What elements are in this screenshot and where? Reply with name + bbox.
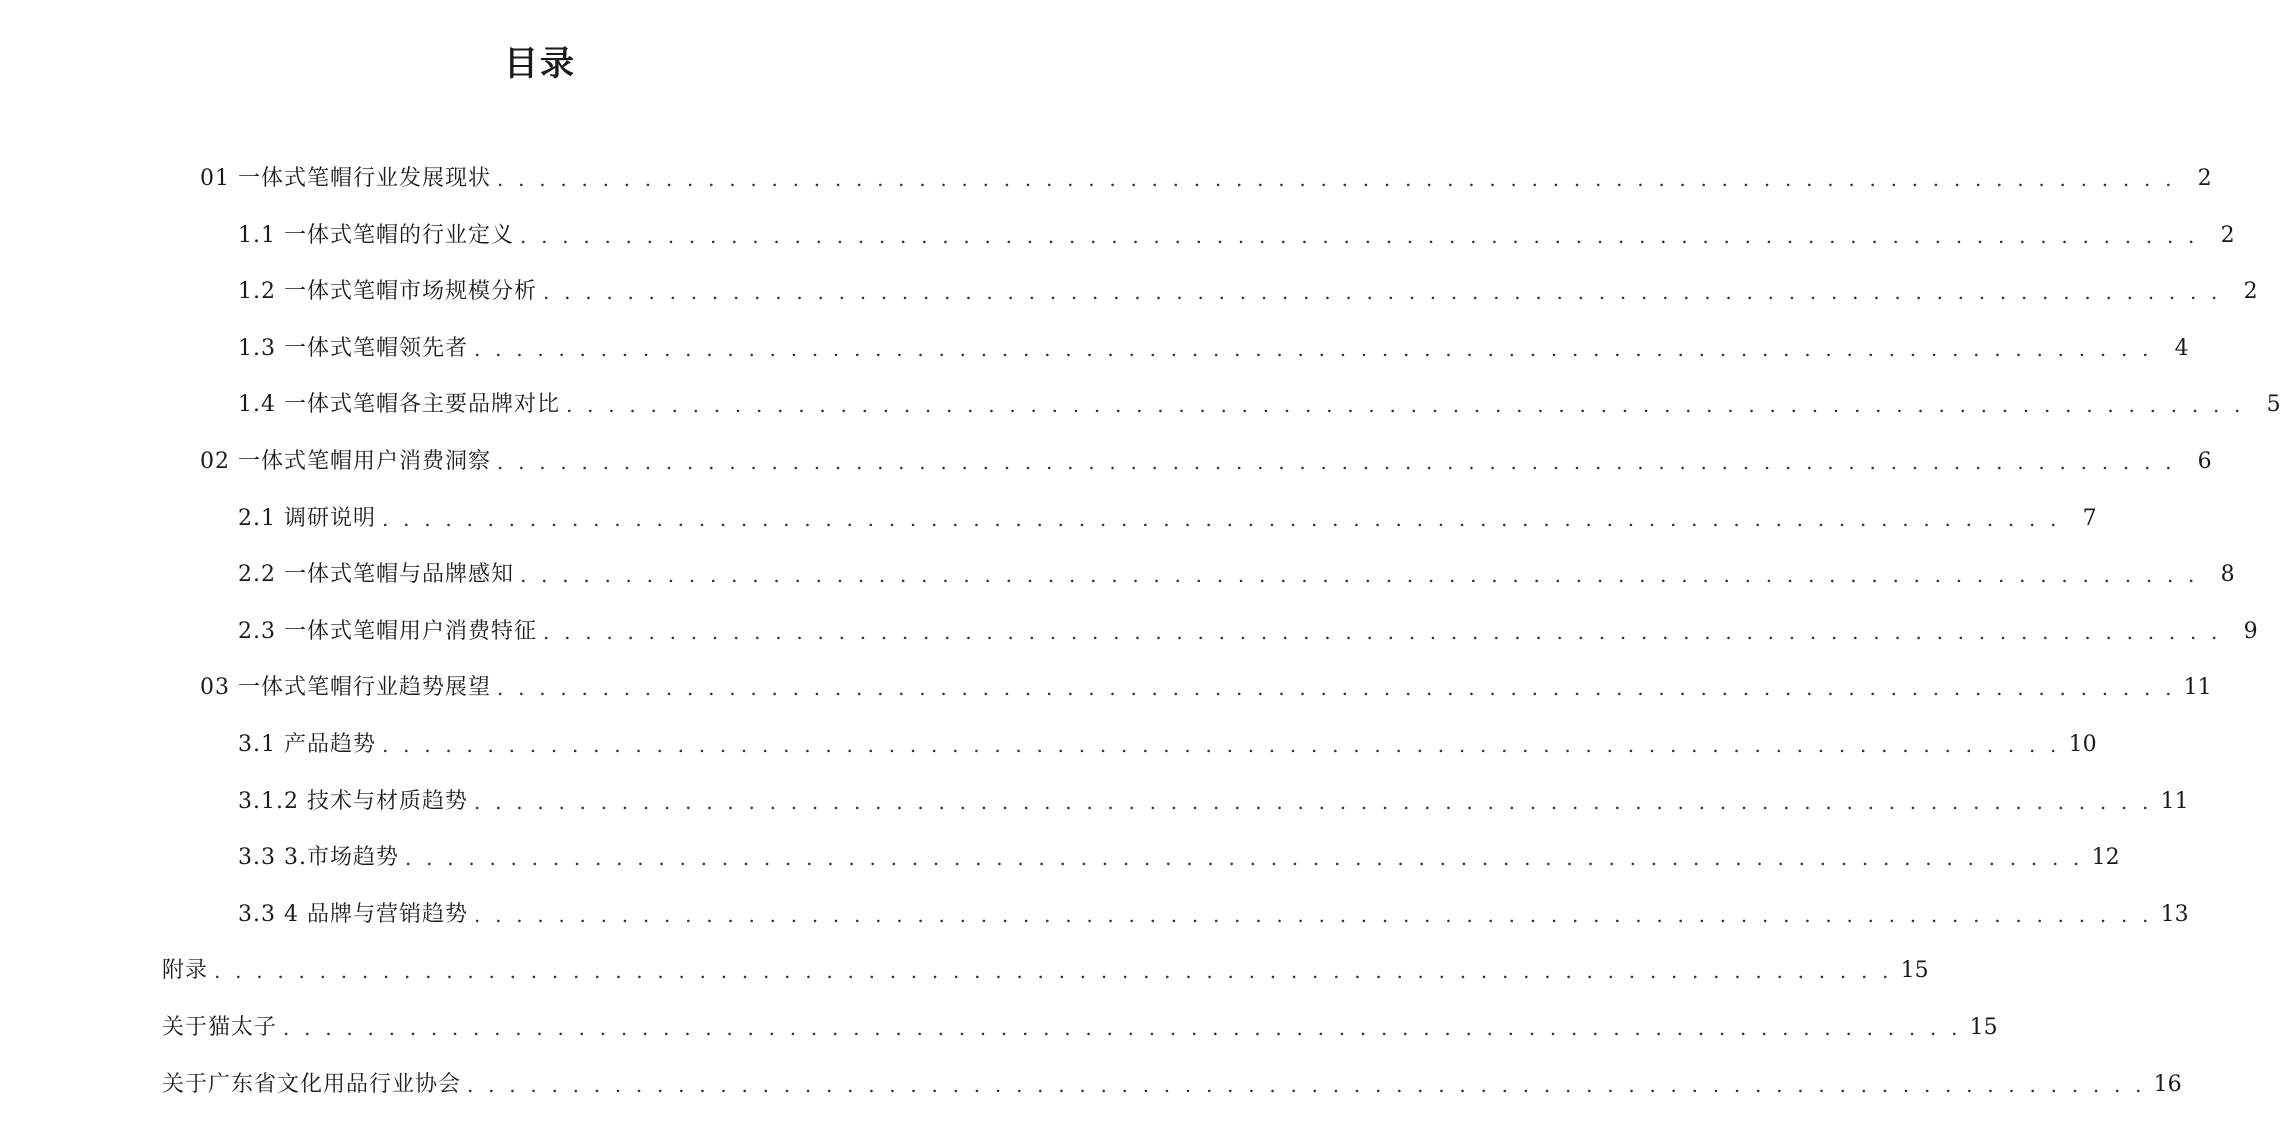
toc-entry-title: 1.1 一体式笔帽的行业定义 <box>238 223 514 248</box>
toc-dot-leader: . . . . . . . . . . . . . . . . . . . . . . . . . . . . . . . . . . . . . . . . . . . . . . . . . . . . . . . . . . . . . . . . . . . . . . . . . . . . . . . . <box>497 450 2176 474</box>
toc-dot-leader: . . . . . . . . . . . . . . . . . . . . . . . . . . . . . . . . . . . . . . . . . . . . . . . . . . . . . . . . . . . . . . . . . . . . . . . . . . . . . . . . <box>497 167 2176 191</box>
toc-dot-leader: . . . . . . . . . . . . . . . . . . . . . . . . . . . . . . . . . . . . . . . . . . . . . . . . . . . . . . . . . . . . . . . . . . . . . . . . . . . . . . . . <box>519 224 2199 248</box>
toc-entry[interactable] <box>162 1011 1998 1045</box>
toc-entry[interactable] <box>238 558 2235 592</box>
toc-entry[interactable] <box>162 954 1929 988</box>
toc-entry[interactable] <box>162 1068 2182 1102</box>
toc-entry-page-number: 10 <box>2068 732 2097 757</box>
toc-entry-title: 01 一体式笔帽行业发展现状 <box>200 166 491 191</box>
toc-dot-leader: . . . . . . . . . . . . . . . . . . . . . . . . . . . . . . . . . . . . . . . . . . . . . . . . . . . . . . . . . . . . . . . . . . . . . . . . . . . . . . . . <box>473 790 2153 814</box>
toc-entry-title: 2.3 一体式笔帽用户消费特征 <box>238 619 537 644</box>
toc-entry[interactable] <box>238 502 2097 536</box>
toc-dot-leader: . . . . . . . . . . . . . . . . . . . . . . . . . . . . . . . . . . . . . . . . . . . . . . . . . . . . . . . . . . . . . . . . . . . . . . . . . . . . . . . . <box>519 563 2199 587</box>
toc-entry[interactable] <box>238 728 2097 762</box>
toc-entry-page-number: 2 <box>2197 166 2212 191</box>
toc-dot-leader: . . . . . . . . . . . . . . . . . . . . . . . . . . . . . . . . . . . . . . . . . . . . . . . . . . . . . . . . . . . . . . . . . . . . . . . . . . . . . . . . <box>565 393 2245 417</box>
toc-entry-page-number: 7 <box>2082 506 2097 531</box>
toc-entry-title: 1.2 一体式笔帽市场规模分析 <box>238 279 537 304</box>
toc-dot-leader: . . . . . . . . . . . . . . . . . . . . . . . . . . . . . . . . . . . . . . . . . . . . . . . . . . . . . . . . . . . . . . . . . . . . . . . . . . . . . . . . <box>473 337 2153 361</box>
toc-entry[interactable] <box>200 671 2212 705</box>
toc-entry-page-number: 5 <box>2266 392 2281 417</box>
toc-entry[interactable] <box>238 332 2189 366</box>
toc-entry-title: 3.1.2 技术与材质趋势 <box>238 789 468 814</box>
toc-entry-title: 02 一体式笔帽用户消费洞察 <box>200 449 491 474</box>
page-title: 目录 <box>504 44 576 84</box>
toc-entry[interactable] <box>238 275 2258 309</box>
toc-entry-title: 3.3 3.市场趋势 <box>238 845 399 870</box>
toc-entry-title: 关于猫太子 <box>162 1015 278 1040</box>
toc-dot-leader: . . . . . . . . . . . . . . . . . . . . . . . . . . . . . . . . . . . . . . . . . . . . . . . . . . . . . . . . . . . . . . . . . . . . . . . . . . . . . . . . <box>404 846 2084 870</box>
toc-dot-leader: . . . . . . . . . . . . . . . . . . . . . . . . . . . . . . . . . . . . . . . . . . . . . . . . . . . . . . . . . . . . . . . . . . . . . . . . . . . . . . . . <box>381 733 2061 757</box>
toc-dot-leader: . . . . . . . . . . . . . . . . . . . . . . . . . . . . . . . . . . . . . . . . . . . . . . . . . . . . . . . . . . . . . . . . . . . . . . . . . . . . . . . . <box>542 280 2222 304</box>
toc-entry-page-number: 4 <box>2174 336 2189 361</box>
toc-entry[interactable] <box>238 841 2120 875</box>
toc-entry-page-number: 2 <box>2243 279 2258 304</box>
toc-entry-page-number: 8 <box>2220 562 2235 587</box>
toc-entry[interactable] <box>200 162 2212 196</box>
toc-entry-page-number: 2 <box>2220 223 2235 248</box>
toc-entry-title: 3.3 4 品牌与营销趋势 <box>238 902 468 927</box>
toc-entry-title: 1.3 一体式笔帽领先者 <box>238 336 468 361</box>
toc-entry-page-number: 15 <box>1969 1015 1998 1040</box>
toc-entry-title: 附录 <box>162 958 209 983</box>
toc-entry-page-number: 6 <box>2197 449 2212 474</box>
toc-entry-page-number: 13 <box>2160 902 2189 927</box>
toc-entry-page-number: 11 <box>2160 789 2189 814</box>
toc-entry-page-number: 9 <box>2243 619 2258 644</box>
toc-entry[interactable] <box>238 898 2189 932</box>
toc-entry-title: 3.1 产品趋势 <box>238 732 376 757</box>
toc-entry[interactable] <box>200 445 2212 479</box>
toc-entry-title: 2.2 一体式笔帽与品牌感知 <box>238 562 514 587</box>
toc-entry[interactable] <box>238 615 2258 649</box>
toc-entry-title: 1.4 一体式笔帽各主要品牌对比 <box>238 392 560 417</box>
toc-entry-page-number: 12 <box>2091 845 2120 870</box>
toc-dot-leader: . . . . . . . . . . . . . . . . . . . . . . . . . . . . . . . . . . . . . . . . . . . . . . . . . . . . . . . . . . . . . . . . . . . . . . . . . . . . . . . . <box>214 959 1893 983</box>
toc-entry-title: 03 一体式笔帽行业趋势展望 <box>200 675 491 700</box>
toc-dot-leader: . . . . . . . . . . . . . . . . . . . . . . . . . . . . . . . . . . . . . . . . . . . . . . . . . . . . . . . . . . . . . . . . . . . . . . . . . . . . . . . . <box>381 507 2061 531</box>
toc-entry-page-number: 15 <box>1900 958 1929 983</box>
toc-dot-leader: . . . . . . . . . . . . . . . . . . . . . . . . . . . . . . . . . . . . . . . . . . . . . . . . . . . . . . . . . . . . . . . . . . . . . . . . . . . . . . . . <box>542 620 2222 644</box>
toc-entry[interactable] <box>238 785 2189 819</box>
toc-dot-leader: . . . . . . . . . . . . . . . . . . . . . . . . . . . . . . . . . . . . . . . . . . . . . . . . . . . . . . . . . . . . . . . . . . . . . . . . . . . . . . . . <box>467 1073 2146 1097</box>
toc-dot-leader: . . . . . . . . . . . . . . . . . . . . . . . . . . . . . . . . . . . . . . . . . . . . . . . . . . . . . . . . . . . . . . . . . . . . . . . . . . . . . . . . <box>473 903 2153 927</box>
toc-entry-title: 2.1 调研说明 <box>238 506 376 531</box>
toc-dot-leader: . . . . . . . . . . . . . . . . . . . . . . . . . . . . . . . . . . . . . . . . . . . . . . . . . . . . . . . . . . . . . . . . . . . . . . . . . . . . . . . . <box>497 676 2176 700</box>
toc-entry-page-number: 11 <box>2183 675 2212 700</box>
toc-entry-page-number: 16 <box>2153 1072 2182 1097</box>
toc-entry-title: 关于广东省文化用品行业协会 <box>162 1072 462 1097</box>
toc-entry[interactable] <box>238 219 2235 253</box>
toc-entry[interactable] <box>238 388 2281 422</box>
toc-dot-leader: . . . . . . . . . . . . . . . . . . . . . . . . . . . . . . . . . . . . . . . . . . . . . . . . . . . . . . . . . . . . . . . . . . . . . . . . . . . . . . . . <box>283 1016 1962 1040</box>
